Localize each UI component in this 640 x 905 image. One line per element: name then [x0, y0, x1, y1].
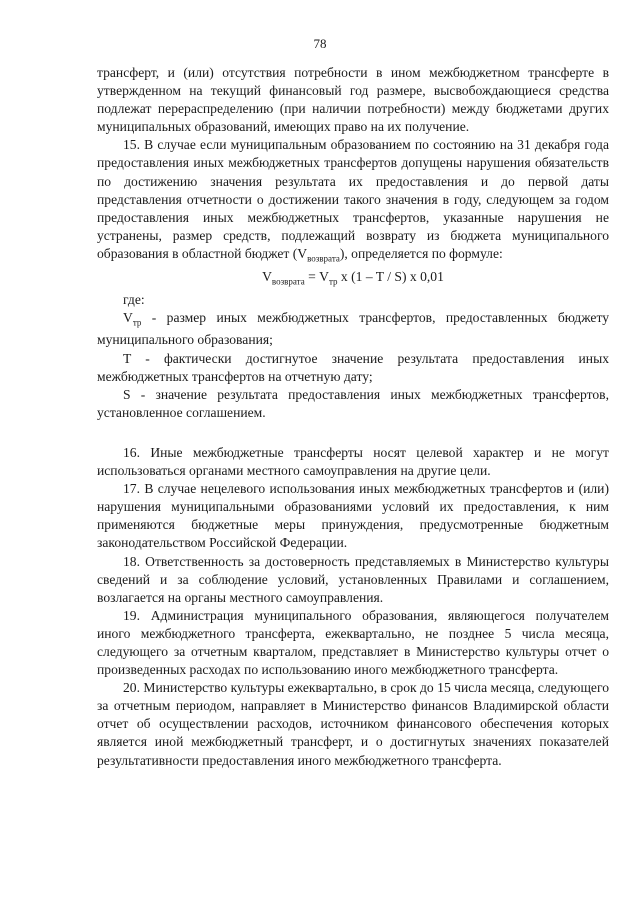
formula-tr-subscript: тр — [328, 276, 338, 287]
paragraph-15-text: 15. В случае если муниципальным образованием по состоянию на 31 декабря года предоставления иных межбюджетных трансфертов допущены нарушения обязательств по достижению значения результата их предоставления и до первой даты представления отчетности о достижении такого значения в году, следующем за годом предоставления иных межбюджетных трансфертов, указанные нарушения не устранены, размер средств, подлежащий возврату из бюджета муниципального образования в областной бюджет (V — [97, 137, 609, 261]
paragraph-intro: трансферт, и (или) отсутствия потребности в ином межбюджетном трансферте в утвержденном на текущий финансовый год размере, высвобождающиеся средства подлежат перераспределению (при наличии потребности) между бюджетами других муниципальных образований, имеющих право на их получение. — [97, 65, 609, 135]
paragraph-15-subscript: возврата — [307, 253, 340, 264]
spacer — [97, 422, 609, 444]
paragraph-16: 16. Иные межбюджетные трансферты носят целевой характер и не могут использоваться органами местного самоуправления на другие цели. — [97, 444, 609, 479]
formula-rest: x (1 – T / S) x 0,01 — [337, 268, 444, 284]
paragraph-20: 20. Министерство культуры ежеквартально, в срок до 15 числа месяца, следующего за отчетным периодом, направляет в Министерство финансов Владимирской области отчет об осуществлении расходов, источником финансового обеспечения которых является иной межбюджетный трансферт, и о достигнутых значениях показателей результативности предоставления иного межбюджетного трансферта. — [97, 680, 609, 768]
definition-t: T - фактически достигнутое значение результата предоставления иных межбюджетных трансфертов на отчетную дату; — [97, 350, 609, 384]
paragraph-15-tail: ), определяется по формуле: — [339, 245, 503, 261]
formula — [97, 268, 609, 291]
paragraph-19: 19. Администрация муниципального образования, являющегося получателем иного межбюджетного трансферта, ежеквартально, не позднее 5 числа месяца, следующего за отчетным кварталом, представляет в Министерство культуры отчет о произведенных расходах по использованию иного межбюджетного трансферта. — [97, 607, 609, 678]
where-label: где: — [123, 291, 145, 307]
page-number: 78 — [313, 36, 327, 51]
definition-vtr — [97, 309, 609, 350]
paragraph-18: 18. Ответственность за достоверность представляемых в Министерство культуры сведений и за соблюдение условий, установленных Правилами и соглашением, возлагается на органы местного самоуправления. — [97, 553, 609, 605]
definition-vtr-symbol: V — [123, 309, 133, 325]
formula-eq: = V — [304, 268, 329, 284]
definition-s: S - значение результата предоставления иных межбюджетных трансфертов, установленное соглашением. — [97, 386, 609, 420]
document-body — [97, 64, 609, 770]
definition-vtr-text: - размер иных межбюджетных трансфертов, предоставленных бюджету муниципального образования; — [97, 309, 609, 348]
formula-v: V — [262, 268, 272, 284]
definition-vtr-subscript: тр — [132, 317, 142, 328]
paragraph-15 — [97, 136, 609, 267]
paragraph-17: 17. В случае нецелевого использования иных межбюджетных трансфертов и (или) нарушения муниципальными образованиями условий их предоставления, к ним применяются бюджетные меры принуждения, предусмотренные бюджетным законодательством Российской Федерации. — [97, 481, 609, 551]
formula-v-subscript: возврата — [271, 276, 305, 287]
